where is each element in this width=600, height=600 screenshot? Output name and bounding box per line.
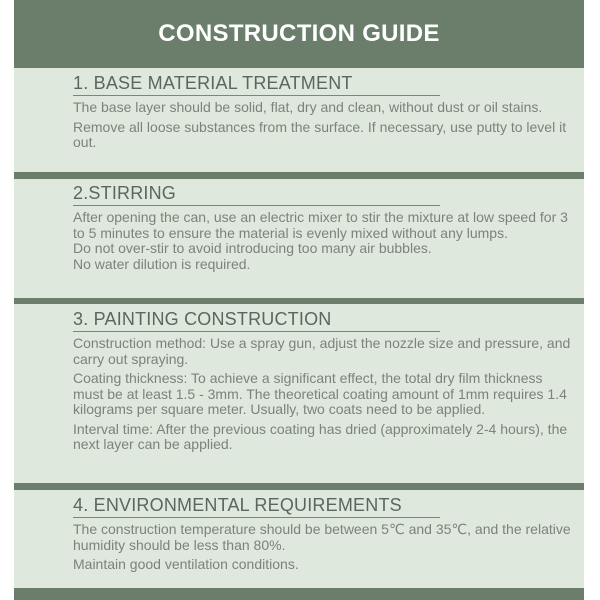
section-divider xyxy=(14,298,584,304)
section-title: 4. ENVIRONMENTAL REQUIREMENTS xyxy=(73,494,440,518)
page-title: CONSTRUCTION GUIDE xyxy=(158,20,440,47)
section-paragraph: No water dilution is required. xyxy=(73,255,251,272)
section-stirring xyxy=(73,182,573,272)
section-paragraph: Construction method: Use a spray gun, adjust the nozzle size and pressure, and carry out spraying. xyxy=(73,335,571,367)
section-divider xyxy=(14,172,584,179)
section-paragraph: Maintain good ventilation conditions. xyxy=(73,556,299,572)
footer-bar xyxy=(14,588,584,600)
section-environmental xyxy=(73,494,573,573)
section-paragraph: The construction temperature should be between 5℃ and 35℃, and the relative humidity should be less than 80%. xyxy=(73,521,571,553)
section-paragraph: Remove all loose substances from the surface. If necessary, use putty to level it out. xyxy=(73,118,567,150)
section-paragraph: Do not over-stir to avoid introducing too many air bubbles. xyxy=(73,240,432,256)
section-title: 1. BASE MATERIAL TREATMENT xyxy=(73,72,440,96)
section-paragraph: The base layer should be solid, flat, dry and clean, without dust or oil stains. xyxy=(73,99,543,115)
section-paragraph: Coating thickness: To achieve a significant effect, the total dry film thickness must be at least 1.5 - 3mm. The theoretical coating amount of 1mm requires 1.4 kilograms per square meter. Usually, two coats need to be applied. xyxy=(73,370,567,417)
section-paragraph: After opening the can, use an electric mixer to stir the mixture at low speed for 3 to 5 minutes to ensure the material is evenly mixed without any lumps. xyxy=(73,209,568,241)
section-base-material xyxy=(73,72,573,151)
section-paragraph: Interval time: After the previous coating has dried (approximately 2-4 hours), the next layer can be applied. xyxy=(73,420,568,452)
section-painting xyxy=(73,308,573,453)
section-title: 2.STIRRING xyxy=(73,182,440,206)
section-title: 3. PAINTING CONSTRUCTION xyxy=(73,308,440,332)
guide-panel xyxy=(14,0,584,600)
header-bar xyxy=(14,0,584,68)
section-divider xyxy=(14,483,584,490)
